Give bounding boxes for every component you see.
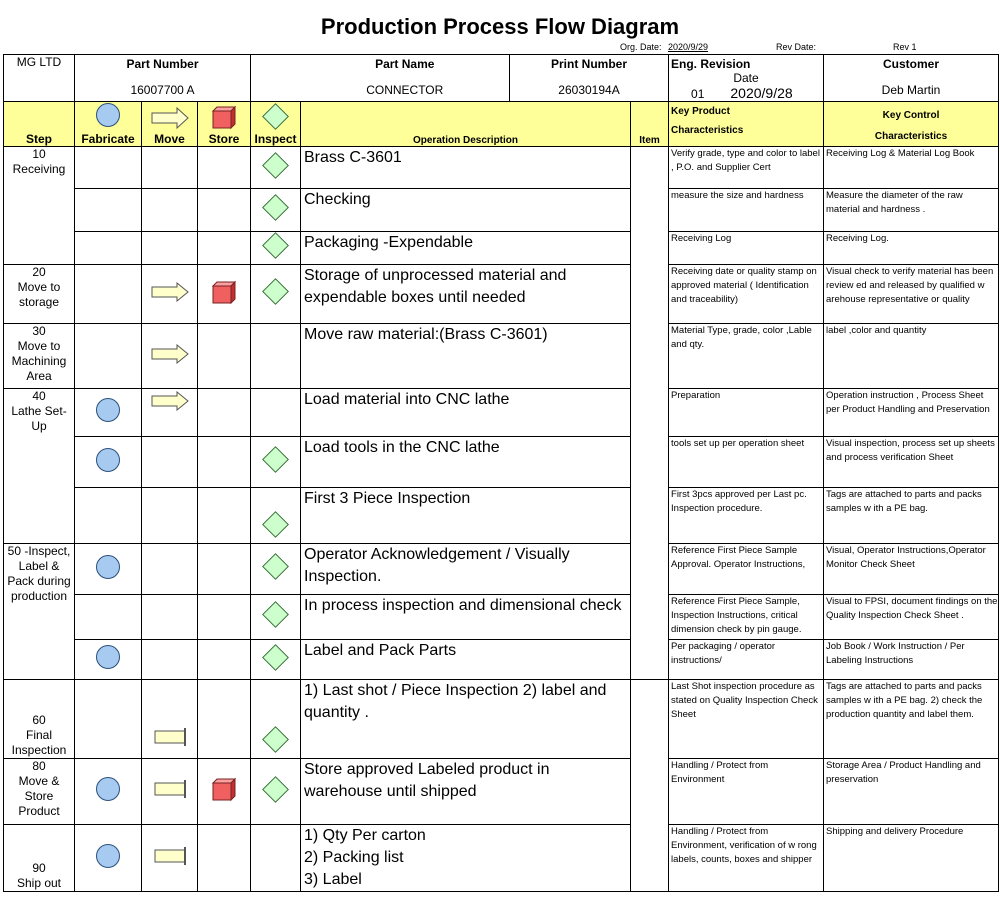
fabricate-circle-icon [96,398,120,422]
diamond-icon [262,103,289,130]
inspect-diamond-icon [262,194,289,221]
org-date-label: Org. Date: [620,42,662,52]
part-number-label: Part Number [126,57,199,71]
move-arrow-icon [151,727,189,747]
cube-icon [211,105,237,129]
operation-description: Storage of unprocessed material and expendable boxes until needed [301,265,631,324]
key-product-characteristic: Per packaging / operator instructions/ [669,640,824,680]
print-number-label: Print Number [551,57,628,71]
key-product-characteristic: Receiving Log [669,232,824,265]
operation-description: Load tools in the CNC lathe [301,437,631,488]
table-row [4,232,999,265]
customer-cell [824,55,999,102]
company-name: MG LTD [4,55,75,102]
fabricate-circle-icon [96,555,120,579]
part-number: 16007700 A [130,83,195,97]
key-control-characteristic: Visual inspection, process set up sheets and process verification Sheet [824,437,999,488]
step-label: 50 -Inspect, Label & Pack during production [4,544,75,680]
inspect-diamond-icon [262,232,289,259]
step-label: 20 Move to storage [4,265,75,324]
inspect-diamond-icon [262,278,289,305]
step-label: 40 Lathe Set- Up [4,389,75,544]
customer: Deb Martin [881,83,941,97]
inspect-diamond-icon [262,644,289,671]
table-row [4,488,999,544]
revision-date: 2020/9/28 [730,85,793,101]
rev-date-label: Rev Date: [776,42,817,52]
inspect-diamond-icon [262,553,289,580]
key-control-characteristic: Job Book / Work Instruction / Per Labeling Instructions [824,640,999,680]
col-operation: Operation Description [301,102,631,147]
table-row [4,189,999,232]
inspect-diamond-icon [262,776,289,803]
move-arrow-icon [151,779,189,799]
table-row [4,759,999,825]
print-number: 26030194A [558,83,620,97]
key-control-characteristic: Receiving Log. [824,232,999,265]
customer-label: Customer [883,57,940,71]
part-name-cell [301,55,510,102]
part-number-cell [75,55,251,102]
col-kpc: Key Product Characteristics [669,102,824,147]
step-label: 30 Move to Machining Area [4,324,75,389]
table-row [4,147,999,189]
key-control-characteristic: Tags are attached to parts and packs samples w ith a PE bag. [824,488,999,544]
col-store: Store [198,102,251,147]
eng-revision: 01 [691,87,705,101]
key-control-characteristic: Tags are attached to parts and packs samples w ith a PE bag. 2) check the production quantity and label them. [824,680,999,759]
key-control-characteristic: Storage Area / Product Handling and preservation [824,759,999,825]
table-row [4,265,999,324]
key-product-characteristic: measure the size and hardness [669,189,824,232]
fabricate-circle-icon [96,844,120,868]
key-product-characteristic: tools set up per operation sheet [669,437,824,488]
table-row [4,389,999,437]
key-product-characteristic: Receiving date or quality stamp on approved material ( Identification and traceability) [669,265,824,324]
date-label: Date [733,71,759,85]
circle-icon [96,103,120,127]
inspect-diamond-icon [262,601,289,628]
move-arrow-icon [151,282,189,302]
arrow-icon [151,107,189,129]
move-arrow-icon [151,846,189,866]
table-row [4,595,999,640]
fabricate-circle-icon [96,645,120,669]
eng-revision-cell [669,55,824,102]
key-product-characteristic: Reference First Piece Sample, Inspection Instructions, critical dimension check by pin gauge. [669,595,824,640]
step-label: 80 Move & Store Product [4,759,75,825]
operation-description: Checking [301,189,631,232]
operation-description: 1) Last shot / Piece Inspection 2) label and quantity . [301,680,631,759]
move-arrow-icon [151,344,189,364]
table-row [4,825,999,892]
key-control-characteristic: Measure the diameter of the raw material and hardness . [824,189,999,232]
store-cube-icon [211,280,237,304]
inspect-diamond-icon [262,511,289,538]
operation-description: Move raw material:(Brass C-3601) [301,324,631,389]
key-control-characteristic: Visual, Operator Instructions,Operator Monitor Check Sheet [824,544,999,595]
col-step: Step [4,102,75,147]
col-fabricate: Fabricate [75,102,142,147]
col-inspect: Inspect [251,102,301,147]
key-product-characteristic: Handling / Protect from Environment [669,759,824,825]
step-label: 10 Receiving [4,147,75,265]
part-name: CONNECTOR [366,83,444,97]
operation-description: In process inspection and dimensional check [301,595,631,640]
store-cube-icon [211,777,237,801]
item-cell [631,680,669,892]
table-row [4,324,999,389]
table-row [4,640,999,680]
item-cell [631,147,669,680]
page-title: Production Process Flow Diagram [320,14,680,39]
table-row [4,544,999,595]
col-move: Move [142,102,198,147]
print-number-cell [510,55,669,102]
operation-description: First 3 Piece Inspection [301,488,631,544]
step-label: 60 Final Inspection [4,680,75,759]
inspect-diamond-icon [262,152,289,179]
key-product-characteristic: Verify grade, type and color to label , P.O. and Supplier Cert [669,147,824,189]
key-control-characteristic: label ,color and quantity [824,324,999,389]
key-control-characteristic: Visual check to verify material has been review ed and released by qualified w arehouse representative or quality [824,265,999,324]
key-product-characteristic: Preparation [669,389,824,437]
operation-description: Label and Pack Parts [301,640,631,680]
key-product-characteristic: Reference First Piece Sample Approval. Operator Instructions, [669,544,824,595]
process-flow-table [3,54,999,892]
inspect-diamond-icon [262,726,289,753]
fabricate-circle-icon [96,448,120,472]
operation-description: Store approved Labeled product in warehouse until shipped [301,759,631,825]
key-product-characteristic: First 3pcs approved per Last pc. Inspection procedure. [669,488,824,544]
col-kcc: Key Control Characteristics [824,102,999,147]
table-row [4,437,999,488]
step-label: 90 Ship out [4,825,75,892]
key-control-characteristic: Visual to FPSI, document findings on the Quality Inspection Check Sheet . [824,595,999,640]
key-control-characteristic: Receiving Log & Material Log Book [824,147,999,189]
move-arrow-icon [151,391,189,411]
operation-description: Packaging -Expendable [301,232,631,265]
org-date: 2020/9/29 [668,42,709,52]
key-product-characteristic: Material Type, grade, color ,Lable and qty. [669,324,824,389]
col-item: Item [631,102,669,147]
operation-description: Load material into CNC lathe [301,389,631,437]
key-product-characteristic: Last Shot inspection procedure as stated on Quality Inspection Check Sheet [669,680,824,759]
operation-description: 1) Qty Per carton 2) Packing list 3) Label [301,825,631,892]
operation-description: Operator Acknowledgement / Visually Inspection. [301,544,631,595]
rev-label: Rev 1 [893,42,917,52]
part-name-label: Part Name [375,57,435,71]
fabricate-circle-icon [96,777,120,801]
inspect-diamond-icon [262,446,289,473]
eng-revision-label: Eng. Revision [671,57,751,71]
key-product-characteristic: Handling / Protect from Environment, verification of w rong labels, counts, boxes and shipper [669,825,824,892]
key-control-characteristic: Operation instruction , Process Sheet per Product Handling and Preservation [824,389,999,437]
table-row [4,680,999,759]
key-control-characteristic: Shipping and delivery Procedure [824,825,999,892]
operation-description: Brass C-3601 [301,147,631,189]
